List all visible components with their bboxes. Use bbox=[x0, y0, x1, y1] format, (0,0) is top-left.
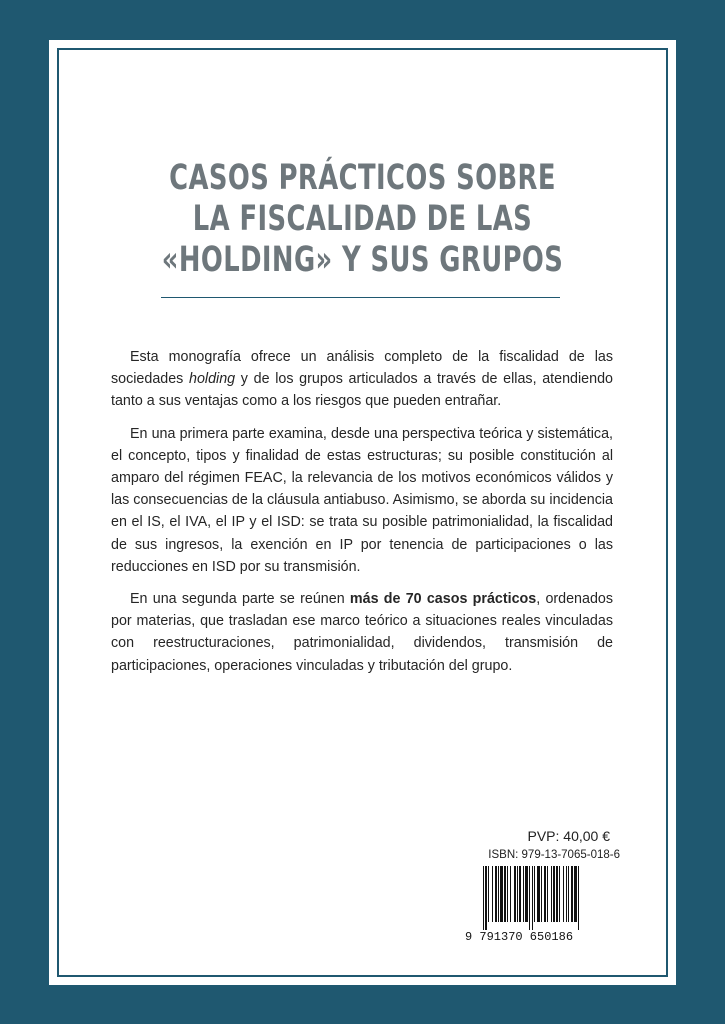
text-run: En una segunda parte se reúnen bbox=[130, 591, 350, 608]
book-title bbox=[105, 158, 619, 281]
title-line: CASOS PRÁCTICOS SOBRE bbox=[169, 158, 556, 198]
synopsis-paragraph-1 bbox=[111, 346, 613, 413]
title-line: «HOLDING» Y SUS GRUPOS bbox=[161, 240, 564, 280]
synopsis-paragraph-3 bbox=[111, 588, 613, 677]
emphasis-text: holding bbox=[189, 371, 236, 388]
synopsis bbox=[111, 346, 613, 687]
title-divider bbox=[161, 297, 560, 298]
text-run: Esta monografía ofrece un análisis completo de la fiscalidad de las sociedades bbox=[111, 349, 613, 388]
bold-text: más de 70 casos prácticos bbox=[349, 591, 537, 608]
back-cover-panel bbox=[49, 40, 676, 985]
title-line: LA FISCALIDAD DE LAS bbox=[192, 199, 533, 239]
synopsis-paragraph-2: En una primera parte examina, desde una perspectiva teórica y sistemática, el concepto, tipos y finalidad de estas estructuras; su posible constitución al amparo del régimen FEAC, la relevancia de los motivos económicos válidos y las consecuencias de la cláusula antiabuso. Asimismo, se aborda su incidencia en el IS, el IVA, el IP y el ISD: se trata su posible patrimonialidad, la fiscalidad de sus ingresos, la exención en IP por tenencia de participaciones o las reducciones en ISD por su transmisión. bbox=[111, 425, 613, 575]
text-run: , ordenados por materias, que trasladan ese marco teórico a situaciones reales vinculadas con reestructuraciones, patrimonialidad, dividendos, transmisión de participaciones, operaciones vinculadas y tributación del grupo. bbox=[111, 591, 614, 674]
isbn-label: ISBN: 979-13-7065-018-6 bbox=[488, 849, 620, 861]
barcode-icon bbox=[481, 866, 615, 934]
barcode-number: 9 791370 650186 bbox=[465, 930, 574, 944]
price-label: PVP: 40,00 € bbox=[527, 828, 610, 844]
text-run: y de los grupos articulados a través de ellas, atendiendo tanto a sus ventajas como a los riesgos que pueden entrañar. bbox=[111, 371, 613, 410]
